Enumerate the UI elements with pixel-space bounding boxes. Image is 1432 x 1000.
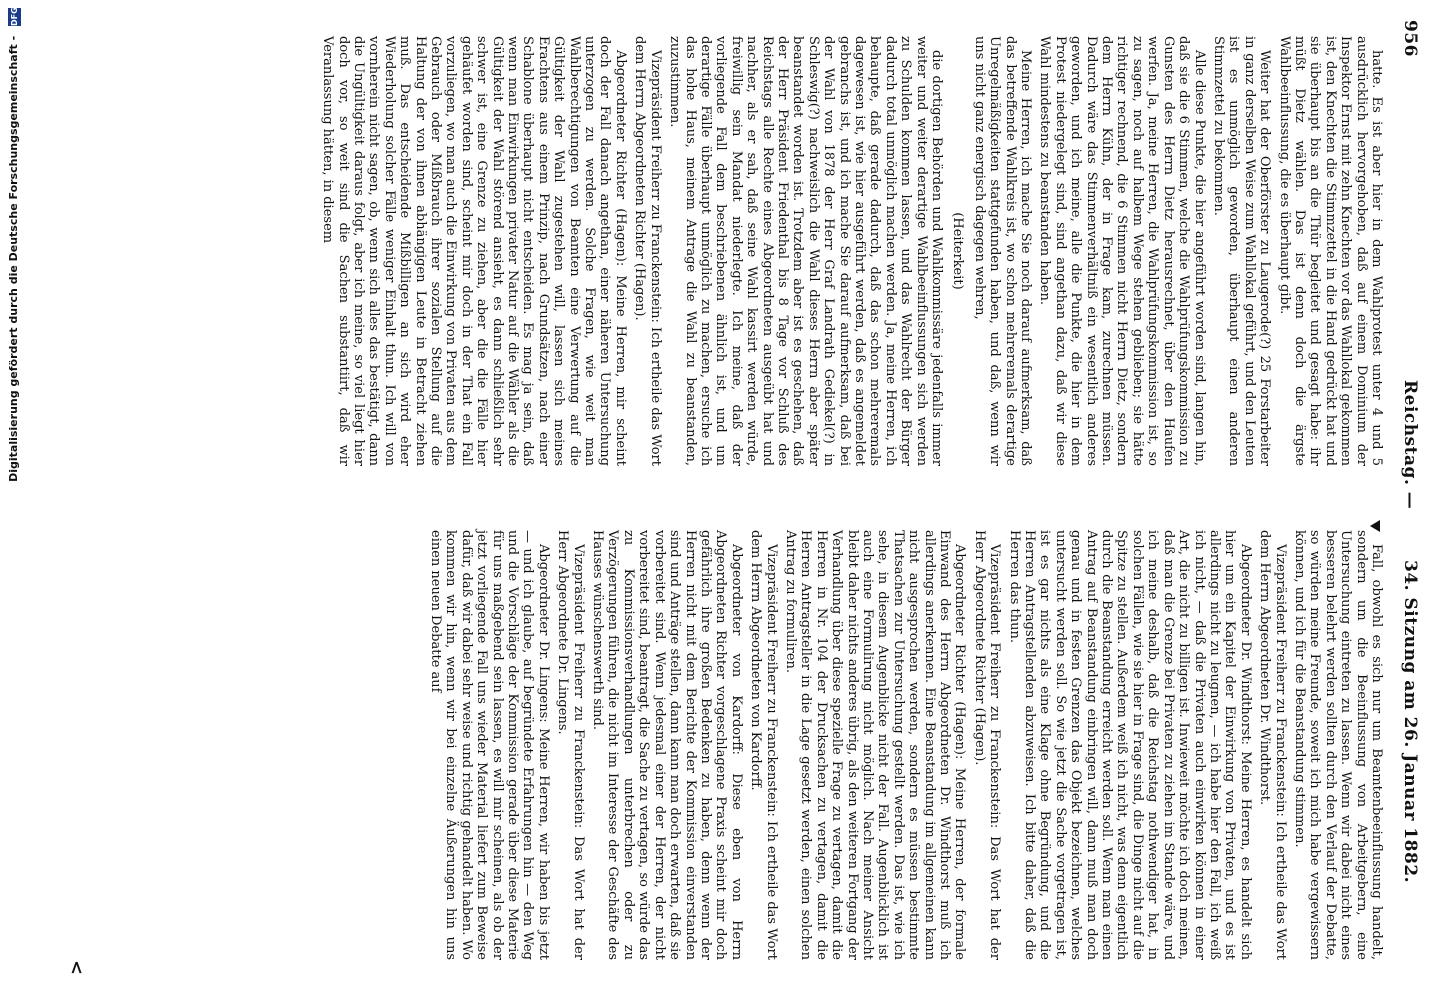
journal-title: Reichstag. —: [1400, 380, 1420, 510]
speaker-paragraph: Vizepräsident Freiherr zu Franckenstein: Ich ertheile das Wort dem Herrn Abgeordneten Richter (Hagen).: [632, 36, 663, 466]
paragraph: Abgeordneter von Kardorff: Diese eben von Herrn Abgeordneten Richter vorgeschlagene Praxis scheint mir doch gefährlich ihre großen Bedenken zu haben, denn wenn der Herren nicht mit dem Berichte der Kommission einverstanden sind und Anträge stellen, dann kann man doch erwarten, daß sie vorbereitet sind. Wenn jedesmal einer der Herren, der nicht vorbereitet sind, beantragt, die Sache zu vertagen, so würde das zu Kommissionsverhandlungen unterbrechen oder zu Verzögerungen führen, die nicht im Interesse der Geschäfte des Hauses wünschenswerth sind.: [590, 530, 744, 960]
dfg-logo-icon: DFG: [9, 7, 19, 26]
paragraph: hatte. Es ist aber hier in dem Wahlprotest unter 4 und 5 ausdrücklich hervorgehoben, daß auf einem Dominium der Inspektor Ernst mit zehn Knechten vor das Wahllokal gekommen ist, den Knechten die Stimmzettel in die Hand gedrückt hat und sie überhaupt bis an die Thür begleitet und gesagt habe: ihr müßt Dietz wählen. Das ist denn doch die ärgste Wahlbeeinflussung, die es überhaupt gibt.: [1276, 36, 1384, 466]
speaker-paragraph: Vizepräsident Freiherr zu Franckenstein: Ich ertheile das Wort dem Herrn Abgeordneten von Kardorff.: [748, 530, 779, 960]
paragraph: Alle diese Punkte, die hier angeführt worden sind, langen hin, daß sie die 6 Stimmen, welche die Wahlprüfungskommission zu Gunsten des Herrn Dietz herausrechnet, über den Haufen werfen. Ja, meine Herren, die Wahlprüfungskommission ist, so zu sagen, noch auf halbem Wege stehen geblieben; sie hätte richtiger rechnend, die 6 Stimmen nicht Herrn Dietz, sondern dem Herrn Kühn, der in Frage kam, zurechnen müssen. Dadurch wäre das Stimmenverhältniß ein wesentlich anderes geworden, und ich meine, alle die Punkte, die hier in dem Protest niedergelegt sind, sind angethan dazu, daß wir diese Wahl mindestens zu beanstanden haben.: [1037, 36, 1207, 466]
paragraph: Abgeordneter Richter (Hagen): Meine Herren, mir scheint doch der Fall danach angethan, einer näheren Untersuchung unterzogen zu werden. Solche Fragen, wie weit man Wahlberechtigungen von Beamten eine Verwertung auf die Gültigkeit der Wahl zugestehen will, lassen sich meines Erachtens aus einem Prinzip, nach Grundsätzen, nach einer Schablone überhaupt nicht entscheiden. Es mag ja sein, daß wenn man Einwirkungen privater Natur auf die Wähler als die Gültigkeit der Wahl störend ansieht, es dann schließlich sehr schwer ist, eine Grenze zu ziehen, aber die die Fälle hier gehäufet worden sind, scheint mir doch in der That ein Fall vorzuliegen, wo man auch die Einwirkung von Privaten aus dem Gebrauch oder Mißbrauch ihrer sozialen Stellung auf die Haltung der von ihnen abhängigen Leute in Betracht ziehen muß. Das entscheidende Mißbilligen an sich wird eher Wiederholung solcher Fälle weniger Einhalt thun. Ich will von vornherein nicht sagen, ob, wenn sich alles das bestätigt, dann die Ungültigkeit daraus folgt, aber ich meine, so viel liegt hier doch vor, so weit sind die Sachen substantiirt, daß wir Veranlassung hätten, in diesem: [320, 36, 628, 466]
speaker-paragraph: Vizepräsident Freiherr zu Franckenstein: Das Wort hat der Herr Abgeordnete Richter (Hagen).: [971, 530, 1003, 960]
session-title: 34. Sitzung am 26. Januar 1882.: [1400, 560, 1420, 884]
credit-text: Digitalisierung gefördert durch die Deutsche Forschungsgemeinschaft -: [7, 35, 20, 482]
paragraph: Fall, obwohl es sich nur um Beamtenbeeinflussung handelt, sondern um die Beeinflussung von Arbeitgebern, eine Untersuchung eintreten zu lassen. Wenn wir dabei nicht eines besseren belehrt werden sollten durch den Verlauf der Debatte, so würden meine Freunde, soweit ich mich habe vergewissern können, und ich für die Beanstandung stimmen.: [1291, 530, 1384, 960]
scanned-page: [66, 0, 1432, 1000]
speaker-paragraph: Vizepräsident Freiherr zu Franckenstein: Ich ertheile das Wort dem Herrn Abgeordneten Dr. Windthorst.: [1257, 530, 1288, 960]
paragraph: die dortigen Behörden und Wahlkommissäre jedenfalls immer weiter und weiter derartige Wahlbeeinflussungen sich werden zu Schulden kommen lassen, und das Wahlrecht der Bürger dadurch total unmöglich machen werden. Ja, meine Herren, ich behaupte, daß gerade dadurch, daß das schon mehreremals dagewesen ist, wie hier ausgeführt werden, daß es angemeldet gebranchs ist, und ich mache Sie darauf aufmerksam, daß bei der Wahl von 1878 der Herr Graf Landrath Gediekel(?) in Schleswig(?) nachweislich die Wahl dieses Herrn aber später beanstandet worden ist. Trotzdem aber ist es geschehen, daß der Herr Präsident Friedenthal bis 8 Tage vor Schluß des Reichstags alle Rechte eines Abgeordneten ausgeübt hat und nachher, als er sah, daß seine Wahl kassirt werden würde, freiwillig sein Mandat niederlegte. Ich meine, daß der vorliegende Fall dem beschriebenen ähnlich ist, und um derartige Fälle überhaupt unmöglich zu machen, ersuche ich das hohe Haus, meinem Antrage die Wahl zu beanstanden, zuzustimmen.: [667, 36, 945, 466]
paragraph: Meine Herren, ich mache Sie noch darauf aufmerksam, daß das betreffende Wahlkreis ist, wo schon mehreremals derartige Unregelmäßigkeiten stattgefunden haben, und daß, wenn wir uns nicht ganz energisch dagegen wehren,: [971, 36, 1034, 466]
speaker-paragraph: Vizepräsident Freiherr zu Franckenstein: Das Wort hat der Herr Abgeordnete Dr. Lingens.: [555, 530, 586, 960]
edge-mark: <: [66, 960, 87, 976]
digitization-credit: [4, 0, 24, 1000]
paragraph: Abgeordneter Dr. Windthorst: Meine Herren, es handelt sich hier um ein Kapitel der Einwirkung von Privaten, und es ist allerdings nicht zu leugnen, — ich habe hier den Fall, ich weiß ich nicht, — daß die Privaten auch einwirken können in einer Art, die nicht zu billigen ist. Inwieweit möchte ich doch meinen, daß man die Grenze bei Privaten zu ziehen im Stande wäre, und ich meine deshalb, daß die Reichstag nothwendiger hat, in solchen Fällen, wie sie hier in Frage sind, die Dinge nicht auf die Spitze zu stellen. Außerdem weiß ich nicht, was denn eigentlich durch die Beanstandung erreicht werden soll. Wenn man einen Antrag auf Beanstandung einbringen will, dann muß man doch genau und in festen Grenzen das Objekt bezeichnen, welches untersucht werden soll. So wie jetzt die Sache vorgetragen ist, ist es gar nichts als eine Klage ohne Begründung, und die Herren Antragstellenden abzuweisen. Ich bitte daher, daß die Herren das thun.: [1006, 530, 1253, 960]
page-number: 956: [1400, 20, 1420, 57]
paragraph: Abgeordneter Dr. Lingens: Meine Herren, wir haben bis jetzt — und ich glaube, auf begründete Erfahrungen hin — den Weg und die Vorschläge der Kommission gerade über diese Materie für uns maßgebend sein lassen, es will mir scheinen, als ob der jetzt vorliegende Fall uns wieder Material liefert zum Beweise dafür, daß wir dabei sehr weise und richtig gehandelt haben. Wo kommen wir hin, wenn wir bei einzelne Äußerungen hin uns einen neuen Debatte auf: [428, 530, 551, 960]
right-column: [84, 530, 1384, 960]
paragraph: Weiter hat der Oberförster zu Laugerode(?) 25 Forstarbeiter in ganz derselben Weise zum Wahllokal geführt, und den Leuten ist es unmöglich geworden, überhaupt einen anderen Stimmzettel zu bekommen.: [1210, 36, 1273, 466]
interjection: (Heiterkeit): [950, 212, 966, 290]
paragraph: Abgeordneter Richter (Hagen): Meine Herren, der formale Einwand des Herrn Abgeordneten Dr. Windthorst muß ich allerdings anerkennen. Eine Beanstandung im allgemeinen kann nicht ausgesprochen werden, sondern es müssen bestimmte Thatsachen zur Untersuchung gestellt werden. Das ist, wie ich sehe, in diesem Augenblicke nicht der Fall. Augenblicklich ist auch eine Formulirung nicht möglich. Nach meiner Ansicht bleibt daher nichts anderes übrig, als den weiteren Fortgang der Verhandlung über diese spezielle Frage zu vertagen, damit die Herren in Nr. 104 der Drucksachen zu vertagen, damit die Herren Antragsteller in die Lage gesetzt werden, einen solchen Antrag zu formuliren.: [782, 530, 968, 960]
running-head: [1394, 0, 1424, 1000]
left-column: [84, 36, 1384, 466]
